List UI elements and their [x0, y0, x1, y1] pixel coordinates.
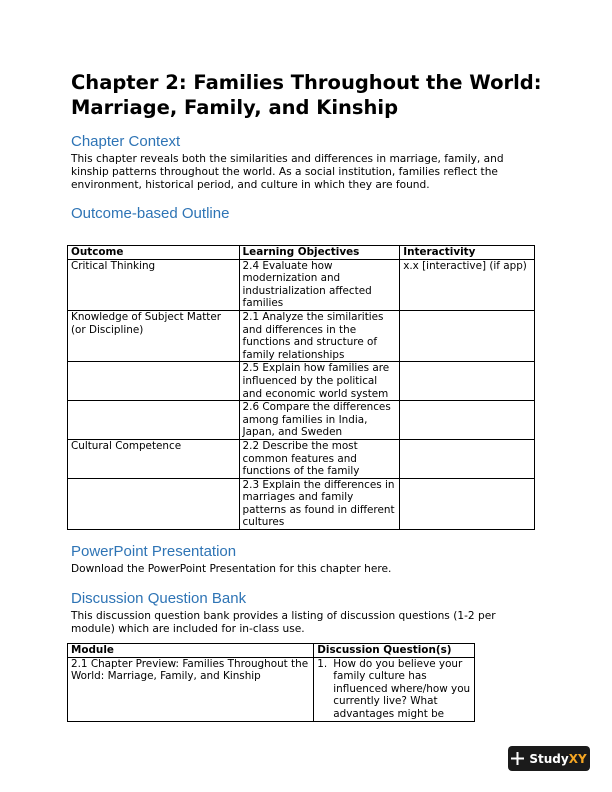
table-row — [68, 259, 535, 310]
page-title: Chapter 2: Families Throughout the World: Marriage, Family, and Kinship — [71, 71, 542, 119]
module-cell: 2.1 Chapter Preview: Families Throughout the World: Marriage, Family, and Kinship — [68, 657, 314, 721]
brand-accent: XY — [568, 751, 587, 766]
outcome-cell — [68, 478, 240, 529]
table-row — [68, 362, 535, 401]
outline-header-objectives: Learning Objectives — [239, 246, 400, 260]
interactivity-cell — [400, 478, 535, 529]
discussion-header-module: Module — [68, 644, 314, 658]
table-row — [68, 478, 535, 529]
outline-header-outcome: Outcome — [68, 246, 240, 260]
chapter-context-heading: Chapter Context — [71, 133, 181, 150]
interactivity-cell — [400, 310, 535, 361]
outline-heading: Outcome-based Outline — [71, 205, 230, 222]
outcome-cell — [68, 401, 240, 440]
outcome-cell: Knowledge of Subject Matter (or Discipline) — [68, 310, 240, 361]
question-list — [317, 658, 471, 721]
objective-cell: 2.3 Explain the differences in marriages and family patterns as found in different cultures — [239, 478, 400, 529]
list-item — [317, 658, 471, 721]
powerpoint-heading: PowerPoint Presentation — [71, 543, 237, 560]
table-row — [68, 657, 475, 721]
outcome-cell: Cultural Competence — [68, 439, 240, 478]
discussion-header-questions: Discussion Question(s) — [314, 644, 475, 658]
objective-cell: 2.1 Analyze the similarities and differences in the functions and structure of family relationships — [239, 310, 400, 361]
objective-cell: 2.6 Compare the differences among families in India, Japan, and Sweden — [239, 401, 400, 440]
question-number: 1. — [317, 657, 328, 670]
question-text: How do you believe your family culture has influenced where/how you currently live? What advantages might be — [333, 657, 471, 720]
powerpoint-text: Download the PowerPoint Presentation for this chapter here. — [71, 563, 392, 575]
interactivity-cell — [400, 362, 535, 401]
objective-cell: 2.4 Evaluate how modernization and industrialization affected families — [239, 259, 400, 310]
outline-header-row — [68, 246, 535, 260]
chapter-context-text: This chapter reveals both the similarities and differences in marriage, family, and kinship patterns throughout the world. As a social institution, families reflect the environment, historical period, and culture in which they are found. — [71, 153, 504, 192]
plus-icon — [511, 752, 524, 765]
studyxy-badge[interactable] — [508, 746, 590, 771]
table-row — [68, 439, 535, 478]
discussion-table — [67, 643, 475, 722]
discussion-header-row — [68, 644, 475, 658]
outcome-cell: Critical Thinking — [68, 259, 240, 310]
discussion-heading: Discussion Question Bank — [71, 590, 247, 607]
interactivity-cell: x.x [interactive] (if app) — [400, 259, 535, 310]
outcome-cell — [68, 362, 240, 401]
question-cell — [314, 657, 475, 721]
table-row — [68, 310, 535, 361]
outline-header-interactivity: Interactivity — [400, 246, 535, 260]
objective-cell: 2.2 Describe the most common features and functions of the family — [239, 439, 400, 478]
brand-main: Study — [529, 751, 569, 766]
brand-name — [529, 752, 586, 766]
objective-cell: 2.5 Explain how families are influenced by the political and economic world system — [239, 362, 400, 401]
discussion-text: This discussion question bank provides a listing of discussion questions (1-2 per module) which are included for in-class use. — [71, 610, 496, 636]
table-row — [68, 401, 535, 440]
outline-table — [67, 245, 535, 530]
interactivity-cell — [400, 439, 535, 478]
interactivity-cell — [400, 401, 535, 440]
